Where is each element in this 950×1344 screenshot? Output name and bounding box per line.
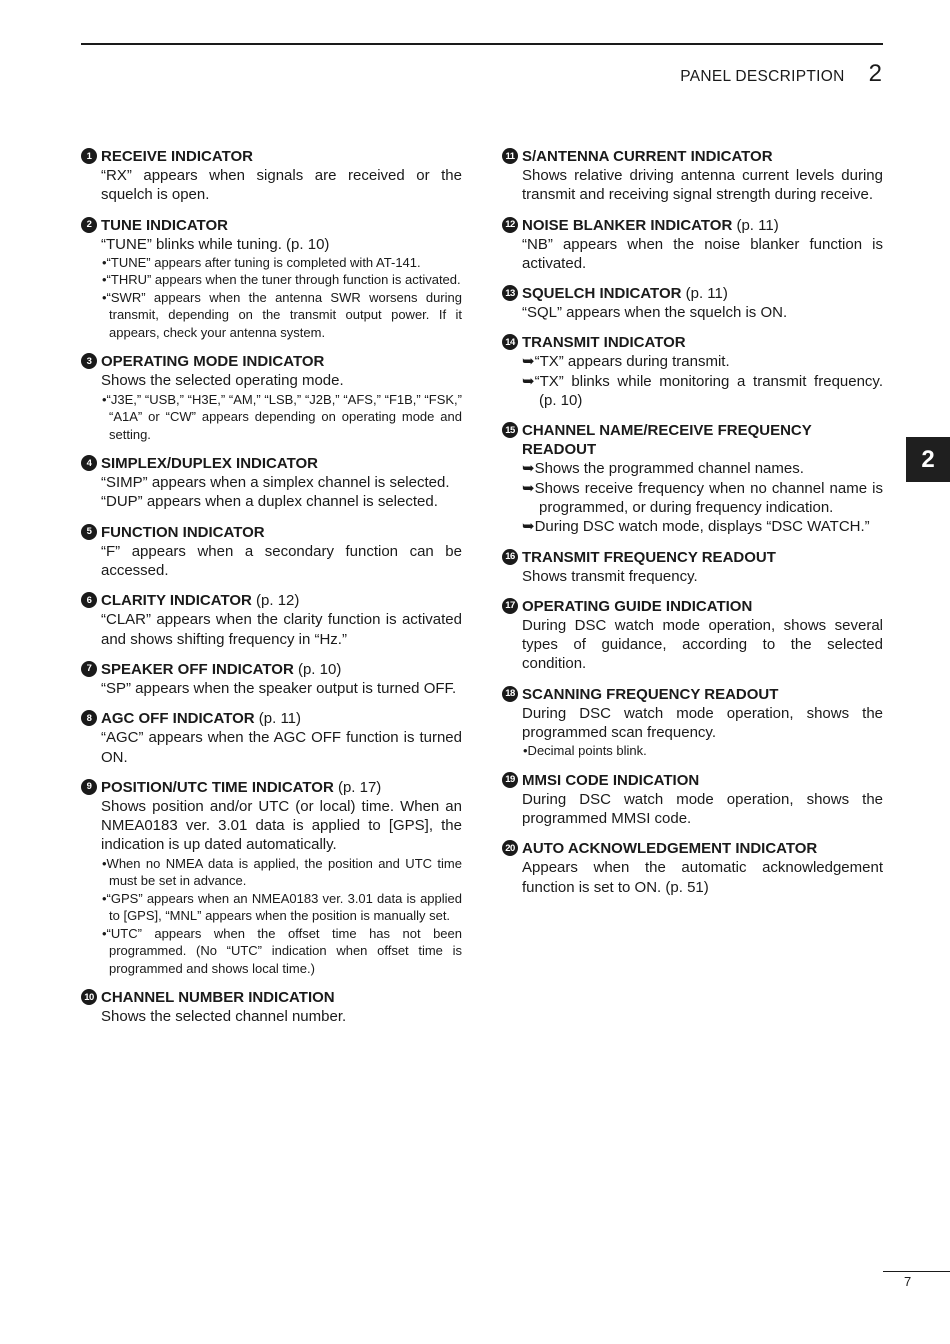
- item-number-badge: 1: [81, 148, 97, 164]
- section-title: CHANNEL NUMBER INDICATION: [101, 989, 335, 1007]
- section-title: TUNE INDICATOR: [101, 216, 228, 234]
- section-heading: [81, 709, 462, 728]
- description-text: Shows position and/or UTC (or local) time. When an NMEA0183 ver. 3.01 data is applied to [GPS], the indication is up dated automatically.: [101, 797, 462, 854]
- section-heading: [81, 523, 462, 542]
- section-heading: [502, 284, 883, 303]
- description-text: During DSC watch mode operation, shows the programmed scan frequency.: [522, 704, 883, 742]
- section-title: TRANSMIT INDICATOR: [522, 334, 686, 352]
- section-title: CHANNEL NAME/RECEIVE FREQUENCY READOUT: [522, 422, 812, 459]
- item-number-badge: 12: [502, 217, 518, 233]
- page-header: [680, 60, 882, 88]
- section-title: OPERATING MODE INDICATOR: [101, 353, 325, 371]
- page-reference: (p. 10): [297, 660, 342, 678]
- item-number-badge: 16: [502, 549, 518, 565]
- arrow-note: ➥During DSC watch mode, displays “DSC WATCH.”: [522, 518, 870, 536]
- section-title: RECEIVE INDICATOR: [101, 148, 253, 165]
- description-text: Appears when the automatic acknowledgement function is set to ON. (p. 51): [522, 859, 883, 896]
- page-reference: (p. 11): [685, 285, 728, 303]
- bullet-note: •“THRU” appears when the tuner through function is activated.: [102, 272, 461, 288]
- item-number-badge: 14: [502, 334, 518, 350]
- description-text: Shows relative driving antenna current levels during transmit and receiving signal strength during receive.: [522, 167, 883, 204]
- arrow-note: ➥Shows the programmed channel names.: [522, 460, 804, 478]
- section-heading: [502, 147, 883, 166]
- indicator-section: [81, 591, 462, 649]
- item-number-badge: 7: [81, 661, 97, 677]
- indicator-section: [81, 352, 462, 443]
- indicator-section: [502, 548, 883, 586]
- item-number-badge: 10: [81, 989, 97, 1005]
- item-number-badge: 18: [502, 686, 518, 702]
- page-reference: (p. 12): [256, 592, 300, 610]
- bullet-note: •“J3E,” “USB,” “H3E,” “AM,” “LSB,” “J2B,” “AFS,” “F1B,” “FSK,” “A1A” or “CW” appears depending on operating mode and setting.: [102, 391, 462, 442]
- indicator-section: [502, 284, 883, 322]
- indicator-section: [81, 147, 462, 205]
- item-number-badge: 11: [502, 148, 518, 164]
- chapter-tab: 2: [906, 437, 950, 482]
- arrow-note: ➥Shows receive frequency when no channel name is programmed, or during frequency indication.: [522, 479, 883, 516]
- header-title: PANEL DESCRIPTION: [680, 68, 845, 85]
- indicator-section: [502, 597, 883, 674]
- bullet-note: •“SWR” appears when the antenna SWR worsens during transmit, depending on the transmit output power. If it appears, check your antenna system.: [102, 289, 462, 340]
- bullet-note: •When no NMEA data is applied, the position and UTC time must be set in advance.: [102, 855, 462, 889]
- indicator-section: [81, 660, 462, 698]
- section-title: POSITION/UTC TIME INDICATOR: [101, 778, 334, 796]
- indicator-section: [502, 685, 883, 760]
- item-number-badge: 8: [81, 710, 97, 726]
- page-number: 7: [904, 1274, 912, 1289]
- arrow-note: ➥“TX” appears during transmit.: [522, 353, 730, 371]
- indicator-section: [502, 216, 883, 274]
- left-column: [81, 147, 462, 1038]
- section-title: CLARITY INDICATOR: [101, 592, 252, 610]
- item-number-badge: 17: [502, 598, 518, 614]
- indicator-section: [81, 454, 462, 512]
- section-title: SPEAKER OFF INDICATOR: [101, 660, 294, 678]
- page-reference: (p. 11): [736, 216, 779, 234]
- section-heading: [502, 548, 883, 567]
- indicator-section: [502, 147, 883, 205]
- section-heading: [81, 778, 462, 797]
- item-number-badge: 15: [502, 422, 518, 438]
- section-title: FUNCTION INDICATOR: [101, 523, 265, 541]
- section-heading: [502, 597, 883, 616]
- item-number-badge: 20: [502, 840, 518, 856]
- bullet-note: •“TUNE” appears after tuning is completed with AT-141.: [102, 254, 421, 270]
- description-text: “SP” appears when the speaker output is turned OFF.: [101, 679, 457, 697]
- section-title: S/ANTENNA CURRENT INDICATOR: [522, 148, 773, 165]
- section-heading: [81, 352, 462, 371]
- right-column: [502, 147, 883, 908]
- description-text: Shows the selected channel number.: [101, 1008, 347, 1026]
- indicator-section: [502, 771, 883, 829]
- item-number-badge: 5: [81, 524, 97, 540]
- section-heading: [502, 839, 883, 858]
- bullet-note: •Decimal points blink.: [523, 743, 647, 759]
- section-title: MMSI CODE INDICATION: [522, 771, 700, 789]
- bullet-note: •“UTC” appears when the offset time has not been programmed. (No “UTC” indication when offset time is programmed and shows local time.): [102, 925, 462, 976]
- description-text: “DUP” appears when a duplex channel is selected.: [101, 493, 438, 511]
- description-text: “NB” appears when the noise blanker function is activated.: [522, 235, 883, 272]
- description-text: Shows the selected operating mode.: [101, 372, 344, 390]
- indicator-section: [502, 839, 883, 897]
- description-text: “F” appears when a secondary function can be accessed.: [101, 542, 462, 580]
- section-heading: [502, 216, 883, 235]
- section-heading: [502, 421, 883, 459]
- indicator-section: [81, 523, 462, 581]
- indicator-section: [81, 988, 462, 1026]
- top-rule: [81, 43, 883, 45]
- description-text: “CLAR” appears when the clarity function is activated and shows shifting frequency in “Hz.”: [101, 611, 462, 648]
- section-title: SIMPLEX/DUPLEX INDICATOR: [101, 455, 318, 473]
- section-heading: [81, 147, 462, 166]
- item-number-badge: 3: [81, 353, 97, 369]
- section-heading: [81, 988, 462, 1007]
- section-title: AUTO ACKNOWLEDGEMENT INDICATOR: [522, 840, 818, 858]
- description-text: During DSC watch mode operation, shows the programmed MMSI code.: [522, 790, 883, 828]
- section-heading: [81, 454, 462, 473]
- indicator-section: [502, 333, 883, 410]
- description-text: “SQL” appears when the squelch is ON.: [522, 304, 788, 322]
- indicator-section: [81, 216, 462, 342]
- section-heading: [502, 771, 883, 790]
- description-text: During DSC watch mode operation, shows several types of guidance, according to the selected condition.: [522, 616, 883, 673]
- item-number-badge: 2: [81, 217, 97, 233]
- item-number-badge: 4: [81, 455, 97, 471]
- page-reference: (p. 17): [337, 778, 382, 796]
- section-title: SQUELCH INDICATOR: [522, 285, 682, 303]
- section-heading: [81, 591, 462, 610]
- item-number-badge: 6: [81, 592, 97, 608]
- arrow-note: ➥“TX” blinks while monitoring a transmit frequency. (p. 10): [522, 372, 883, 410]
- page-number-rule: [883, 1271, 950, 1272]
- section-title: SCANNING FREQUENCY READOUT: [522, 685, 779, 703]
- indicator-section: [502, 421, 883, 536]
- description-text: “AGC” appears when the AGC OFF function is turned ON.: [101, 729, 462, 766]
- description-text: “TUNE” blinks while tuning. (p. 10): [101, 235, 330, 253]
- item-number-badge: 13: [502, 285, 518, 301]
- description-text: “SIMP” appears when a simplex channel is selected.: [101, 474, 450, 492]
- section-title: NOISE BLANKER INDICATOR: [522, 216, 733, 234]
- indicator-section: [81, 709, 462, 767]
- section-heading: [81, 660, 462, 679]
- indicator-section: [81, 778, 462, 977]
- description-text: “RX” appears when signals are received or the squelch is open.: [101, 167, 462, 204]
- section-heading: [502, 685, 883, 704]
- section-title: OPERATING GUIDE INDICATION: [522, 597, 753, 615]
- description-text: Shows transmit frequency.: [522, 567, 698, 585]
- item-number-badge: 9: [81, 779, 97, 795]
- bullet-note: •“GPS” appears when an NMEA0183 ver. 3.01 data is applied to [GPS], “MNL” appears when the position is manually set.: [102, 890, 462, 924]
- page-reference: (p. 11): [258, 710, 302, 728]
- item-number-badge: 19: [502, 772, 518, 788]
- chapter-number: 2: [868, 60, 882, 87]
- section-title: AGC OFF INDICATOR: [101, 710, 255, 728]
- section-heading: [81, 216, 462, 235]
- section-title: TRANSMIT FREQUENCY READOUT: [522, 548, 776, 566]
- section-heading: [502, 333, 883, 352]
